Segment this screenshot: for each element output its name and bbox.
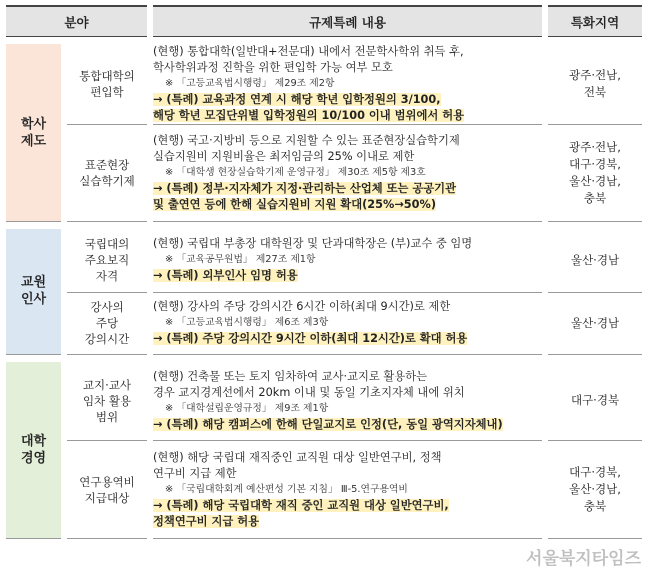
current-text: 학사학위과정 진학을 위한 편입학 가능 여부 모호: [153, 61, 393, 74]
current-text: 경우 교지경계선에서 20km 이내 및 동일 기초지자체 내에 위치: [153, 385, 465, 399]
special-provision-text: → (특례) 정부·지자체가 지정·관리하는 산업체 또는 공공기관: [153, 182, 456, 195]
special-provision-text: → (특례) 해당 국립대학 재직 중인 교직원 대상 일반연구비,: [153, 498, 449, 512]
header-content: 규제특례 내용: [153, 6, 542, 37]
header-field: 분야: [6, 6, 147, 37]
subcategory-cell: 연구용역비 지급대상: [67, 441, 147, 539]
category-cell: 교원 인사: [6, 229, 61, 354]
table-row: [6, 292, 642, 354]
subcategory-cell: 강사의 주당 강의시간: [67, 292, 147, 354]
header-region: 특화지역: [548, 6, 642, 37]
special-provision: [153, 514, 542, 530]
regulation-table: [6, 5, 642, 539]
special-provision: [153, 417, 542, 433]
legal-reference: ※ 「교육공무원법」 제27조 제1항: [165, 254, 316, 266]
region-cell: 울산·경남: [548, 292, 642, 354]
region-cell: 대구·경북: [548, 362, 642, 441]
subcategory-cell: 교지·교사 임차 활용 범위: [67, 362, 147, 441]
special-provision: [153, 331, 542, 347]
current-text: (현행) 국립대 부총장 대학원장 및 단과대학장은 (부)교수 중 임명: [153, 237, 473, 251]
content-cell: [153, 362, 542, 441]
region-cell: 대구·경북, 울산·경남, 충북: [548, 441, 642, 539]
category-cell: 학사 제도: [6, 44, 61, 222]
special-provision: [153, 108, 542, 124]
current-text: (현행) 통합대학(일반대+전문대) 내에서 전문학사학위 취득 후,: [153, 45, 464, 58]
table-row: [6, 441, 642, 539]
section-gap: [6, 37, 642, 45]
region-cell: 광주·전남, 대구·경북, 울산·경남, 충북: [548, 125, 642, 222]
content-cell: [153, 441, 542, 539]
table-row: [6, 229, 642, 292]
current-text: (현행) 건축물 또는 토지 임차하여 교사·교지로 활용하는: [153, 369, 428, 383]
special-provision-text: → (특례) 주당 강의시간 9시간 이하(최대 12시간)로 확대 허용: [153, 332, 468, 345]
special-provision-text: 해당 학년 모집단위별 입학정원의 10/100 이내 범위에서 허용: [153, 109, 465, 122]
current-text: 연구비 지급 제한: [153, 466, 237, 480]
category-cell: 대학 경영: [6, 362, 61, 539]
special-provision-text: 및 출연연 등에 한해 실습지원비 지원 확대(25%→50%): [153, 198, 437, 211]
subcategory-cell: 통합대학의 편입학: [67, 44, 147, 125]
content-cell: [153, 292, 542, 354]
special-provision: [153, 181, 542, 197]
table-row: [6, 44, 642, 125]
section-gap: [6, 354, 642, 362]
special-provision-text: 정책연구비 지급 허용: [153, 514, 260, 528]
current-text: (현행) 해당 국립대 재직중인 교직원 대상 일반연구비, 정책: [153, 450, 442, 464]
subcategory-cell: 표준현장 실습학기제: [67, 125, 147, 222]
subcategory-cell: 국립대의 주요보직 자격: [67, 229, 147, 292]
table-header-row: [6, 6, 642, 37]
content-cell: [153, 44, 542, 125]
current-text: 실습지원비 지원비율은 최저임금의 25% 이내로 제한: [153, 150, 415, 163]
table-body: [6, 37, 642, 539]
special-provision: [153, 197, 542, 213]
legal-reference: ※ 「대학생 현장실습학기제 운영규정」 제30조 제5항 제3호: [165, 167, 426, 178]
special-provision-text: → (특례) 해당 캠퍼스에 한해 단일교지로 인정(단, 동일 광역지자체내): [153, 417, 503, 431]
special-provision: [153, 92, 542, 108]
legal-reference: ※ 「국립대학회계 예산편성 기본 지침」 Ⅲ-5.연구용역비: [165, 483, 408, 495]
special-provision: [153, 498, 542, 514]
region-cell: 울산·경남: [548, 229, 642, 292]
legal-reference: ※ 「대학설립운영규정」 제9조 제1항: [165, 402, 329, 414]
table-row: [6, 125, 642, 222]
content-cell: [153, 125, 542, 222]
legal-reference: ※ 「고등교육법시행령」 제29조 제2항: [165, 78, 335, 89]
region-cell: 광주·전남, 전북: [548, 44, 642, 125]
special-provision-text: → (특례) 교육과정 연계 시 해당 학년 입학정원의 3/100,: [153, 93, 441, 106]
legal-reference: ※ 「고등교육법시행령」 제6조 제3항: [165, 317, 329, 328]
special-provision: [153, 268, 542, 284]
table-row: [6, 362, 642, 441]
current-text: (현행) 국고·지방비 등으로 지원할 수 있는 표준현장실습학기제: [153, 134, 460, 147]
watermark: 서울북지타임즈: [526, 549, 641, 569]
special-provision-text: → (특례) 외부인사 임명 허용: [153, 269, 298, 283]
current-text: (현행) 강사의 주당 강의시간 6시간 이하(최대 9시간)로 제한: [153, 300, 451, 313]
content-cell: [153, 229, 542, 292]
section-gap: [6, 222, 642, 230]
